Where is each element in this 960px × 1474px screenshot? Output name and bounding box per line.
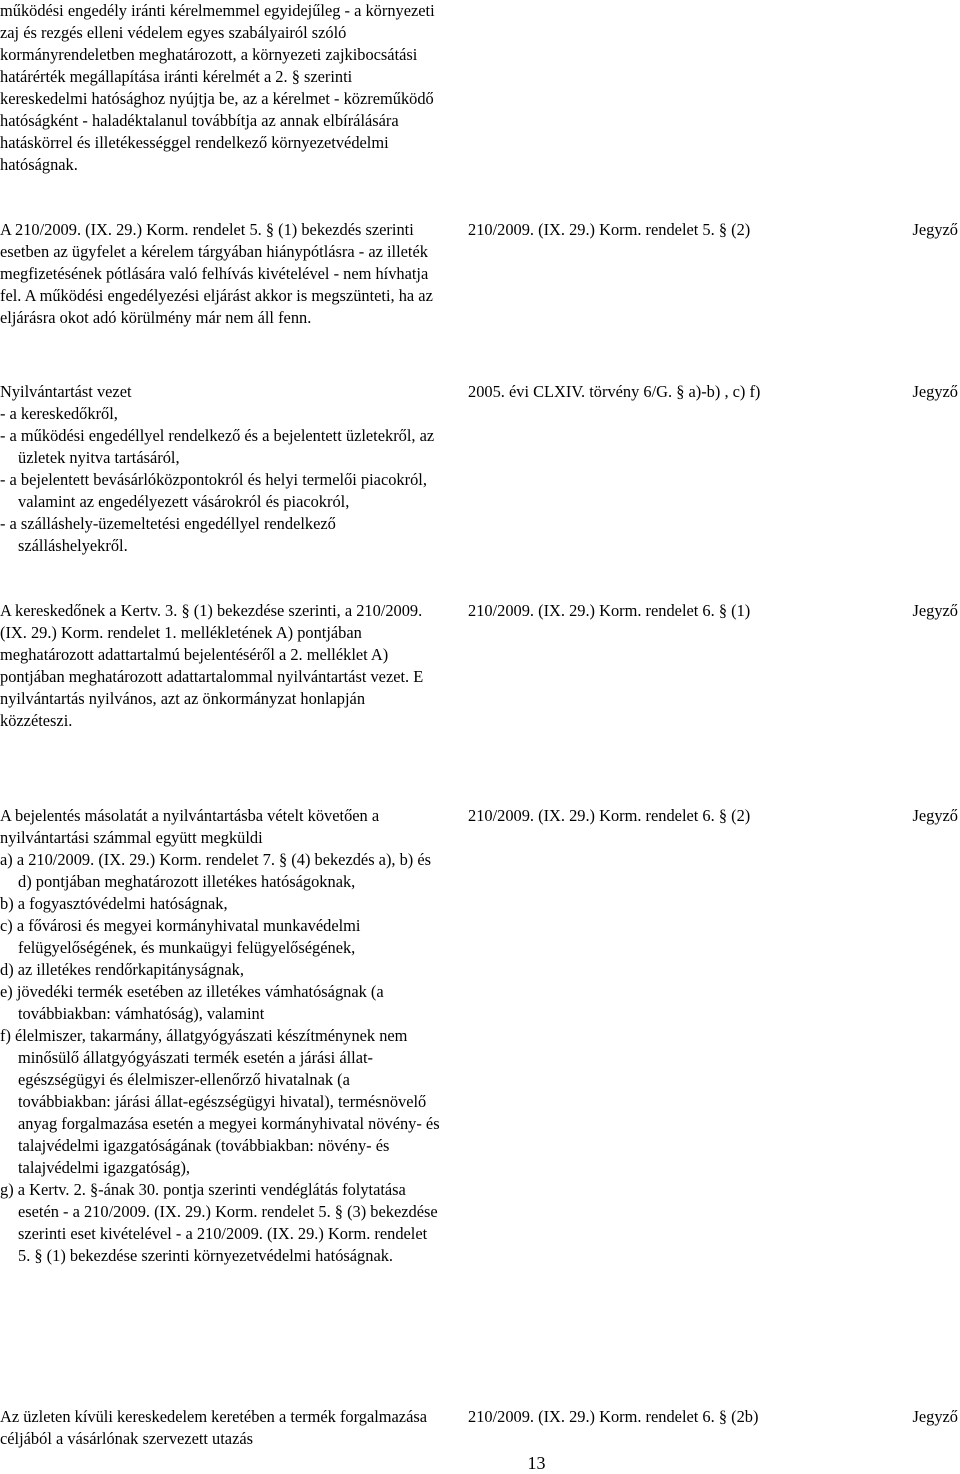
row-5-authority: Jegyző — [912, 1407, 958, 1426]
row-4-item: e) jövedéki termék esetében az illetékes vámhatóságnak (a továbbiakban: vámhatóság), valamint — [0, 982, 384, 1023]
row-2-item: - a működési engedéllyel rendelkező és a bejelentett üzletekről, az üzletek nyitva tartásáról, — [0, 426, 435, 467]
row-4-item: f) élelmiszer, takarmány, állatgyógyászati készítménynek nem minősülő állatgyógyászati termék esetén a járási állat-egészségügyi és élelmiszer-ellenőrző hivatalnak (a továbbiakban: járási állat-egészségügyi hivatal), termésnövelő anyag forgalmazása esetén a megyei kormányhivatal növény- és talajvédelmi igazgatóságának (továbbiakban: növény- és talajvédelmi igazgatóság), — [0, 1026, 440, 1177]
row-2-item: - a kereskedőkről, — [0, 404, 118, 423]
row-1-description — [0, 219, 440, 329]
row-4-description — [0, 805, 440, 1267]
row-1-legal-reference: 210/2009. (IX. 29.) Korm. rendelet 5. § (2) — [468, 220, 751, 239]
row-2-description — [0, 381, 440, 557]
row-5-text: Az üzleten kívüli kereskedelem keretében a termék forgalmazása céljából a vásárlónak szervezett utazás — [0, 1407, 428, 1448]
row-3-legal-reference: 210/2009. (IX. 29.) Korm. rendelet 6. § (1) — [468, 601, 751, 620]
row-4-item: a) a 210/2009. (IX. 29.) Korm. rendelet 7. § (4) bekezdés a), b) és d) pontjában meghatározott illetékes hatóságoknak, — [0, 850, 432, 891]
row-2-item: - a szálláshely-üzemeltetési engedéllyel rendelkező szálláshelyekről. — [0, 514, 336, 555]
row-4-heading: A bejelentés másolatát a nyilvántartásba vételt követően a nyilvántartási számmal együtt megküldi — [0, 806, 380, 847]
row-2-legal-reference: 2005. évi CLXIV. törvény 6/G. § a)-b) , c) f) — [468, 382, 761, 401]
row-4-item: d) az illetékes rendőrkapitányságnak, — [0, 960, 244, 979]
row-5-description — [0, 1406, 440, 1450]
row-0-text: működési engedély iránti kérelmemmel egyidejűleg - a környezeti zaj és rezgés elleni védelem egyes szabályairól szóló kormányrendeletben meghatározott, a környezeti zajkibocsátási határérték megállapítása iránti kérelmét a 2. § szerinti kereskedelmi hatósághoz nyújtja be, az a kérelmet - közreműködő hatóságként - haladéktalanul továbbítja az annak elbírálására hatáskörrel és illetékességgel rendelkező környezetvédelmi hatóságnak. — [0, 1, 435, 174]
row-3-description — [0, 600, 440, 732]
row-1-text: A 210/2009. (IX. 29.) Korm. rendelet 5. § (1) bekezdés szerinti esetben az ügyfelet a kérelem tárgyában hiánypótlásra - az illeték megfizetésének pótlására való felhívás kivételével - nem hívhatja fel. A működési engedélyezési eljárást akkor is megszünteti, ha az eljárásra okot adó körülmény már nem áll fenn. — [0, 220, 433, 327]
row-3-authority: Jegyző — [912, 601, 958, 620]
row-4-item: g) a Kertv. 2. §-ának 30. pontja szerinti vendéglátás folytatása esetén - a 210/2009. (IX. 29.) Korm. rendelet 5. § (3) bekezdése szerinti eset kivételével - a 210/2009. (IX. 29.) Korm. rendelet 5. § (1) bekezdése szerinti környezetvédelmi hatóságnak. — [0, 1180, 438, 1265]
page-number: 13 — [527, 1453, 546, 1473]
row-1-authority: Jegyző — [912, 220, 958, 239]
row-2-item: - a bejelentett bevásárlóközpontokról és helyi termelői piacokról, valamint az engedélyezett vásárokról és piacokról, — [0, 470, 427, 511]
row-0-description — [0, 0, 440, 176]
row-4-legal-reference: 210/2009. (IX. 29.) Korm. rendelet 6. § (2) — [468, 806, 751, 825]
row-4-authority: Jegyző — [912, 806, 958, 825]
row-4-item: b) a fogyasztóvédelmi hatóságnak, — [0, 894, 228, 913]
row-2-authority: Jegyző — [912, 382, 958, 401]
row-5-legal-reference: 210/2009. (IX. 29.) Korm. rendelet 6. § (2b) — [468, 1407, 759, 1426]
row-2-heading: Nyilvántartást vezet — [0, 382, 132, 401]
row-4-item: c) a fővárosi és megyei kormányhivatal munkavédelmi felügyelőségének, és munkaügyi felügyelőségének, — [0, 916, 361, 957]
row-3-text: A kereskedőnek a Kertv. 3. § (1) bekezdése szerinti, a 210/2009. (IX. 29.) Korm. rendelet 1. mellékletének A) pontjában meghatározott adattartalmú bejelentéséről a 2. melléklet A) pontjában meghatározott adattartalommal nyilvántartást vezet. E nyilvántartás nyilvános, azt az önkormányzat honlapján közzéteszi. — [0, 601, 424, 730]
